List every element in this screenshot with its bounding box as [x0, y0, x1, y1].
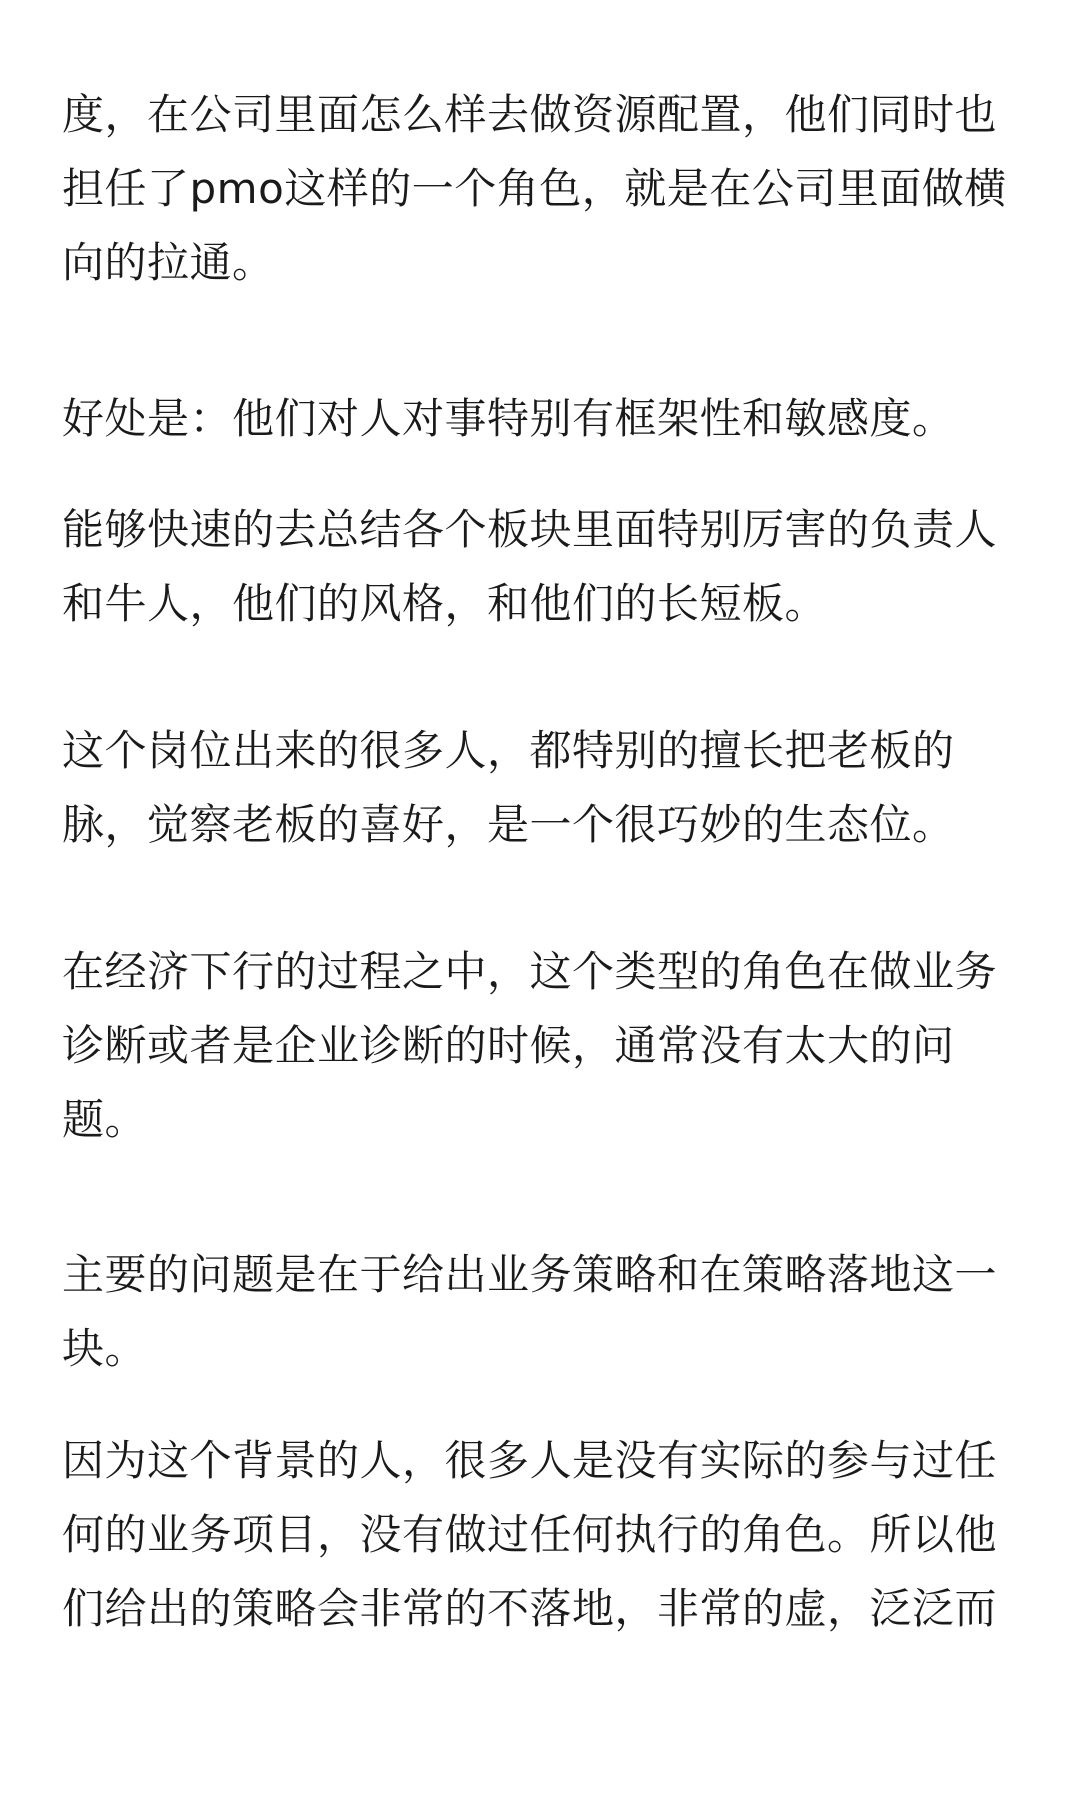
- paragraph: 好处是：他们对人对事特别有框架性和敏感度。: [62, 394, 955, 443]
- paragraph: 能够快速的去总结各个板块里面特别厉害的负责人和牛人，他们的风格，和他们的长短板。: [62, 505, 998, 628]
- paragraph: 这个岗位出来的很多人，都特别的擅长把老板的脉，觉察老板的喜好，是一个很巧妙的生态位。: [62, 726, 955, 849]
- paragraph: 在经济下行的过程之中，这个类型的角色在做业务诊断或者是企业诊断的时候，通常没有太大的问题。: [62, 947, 998, 1144]
- paragraph: 主要的问题是在于给出业务策略和在策略落地这一块。: [62, 1250, 998, 1373]
- paragraph: 因为这个背景的人，很多人是没有实际的参与过任何的业务项目，没有做过任何执行的角色。所以他们给出的策略会非常的不落地，非常的虚，泛泛而: [62, 1436, 998, 1633]
- paragraph: 度，在公司里面怎么样去做资源配置，他们同时也担任了pmo这样的一个角色，就是在公司里面做横向的拉通。: [62, 90, 1007, 287]
